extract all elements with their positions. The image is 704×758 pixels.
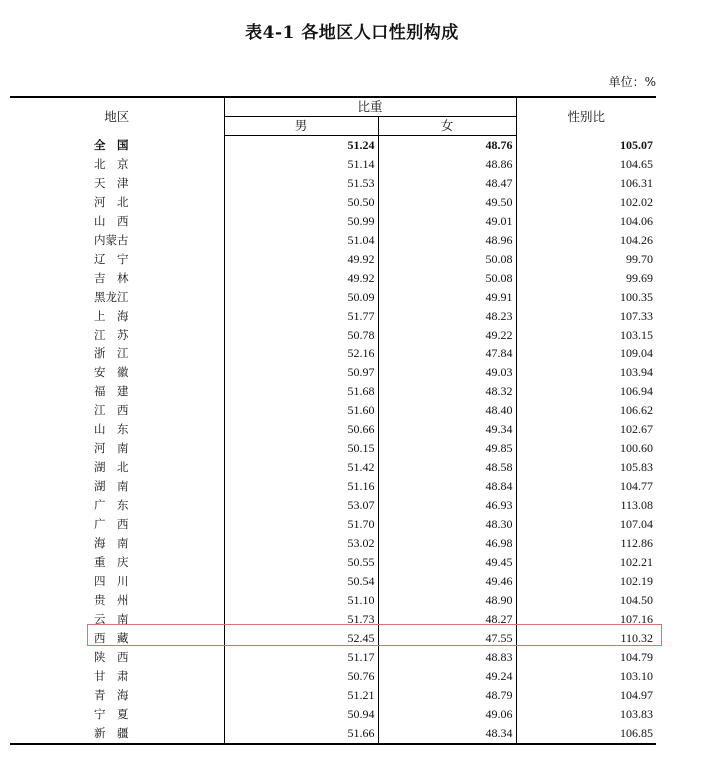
male-cell: 50.50 — [224, 193, 378, 212]
sex-ratio-cell: 104.97 — [516, 686, 656, 705]
male-cell: 51.70 — [224, 515, 378, 534]
header-female: 女 — [378, 117, 516, 136]
female-cell: 48.58 — [378, 458, 516, 477]
female-cell: 46.98 — [378, 534, 516, 553]
sex-ratio-cell: 107.33 — [516, 307, 656, 326]
region-cell: 浙 江 — [94, 346, 129, 361]
table-row — [10, 401, 656, 420]
female-cell: 49.03 — [378, 363, 516, 382]
sex-ratio-cell: 103.15 — [516, 326, 656, 345]
table-row — [10, 269, 656, 288]
sex-ratio-cell: 106.62 — [516, 401, 656, 420]
male-cell: 53.07 — [224, 496, 378, 515]
male-cell: 51.21 — [224, 686, 378, 705]
female-cell: 48.30 — [378, 515, 516, 534]
sex-ratio-cell: 103.10 — [516, 667, 656, 686]
region-cell: 天 津 — [94, 175, 129, 190]
male-cell: 50.66 — [224, 420, 378, 439]
female-cell: 49.34 — [378, 420, 516, 439]
male-cell: 49.92 — [224, 269, 378, 288]
region-cell: 黑龙江 — [94, 289, 129, 304]
female-cell: 47.84 — [378, 344, 516, 363]
table-row — [10, 344, 656, 363]
female-cell: 48.34 — [378, 724, 516, 744]
male-cell: 51.16 — [224, 477, 378, 496]
sex-ratio-cell: 106.94 — [516, 382, 656, 401]
region-cell: 山 西 — [94, 213, 129, 228]
male-cell: 50.76 — [224, 667, 378, 686]
header-region: 地区 — [10, 97, 224, 136]
female-cell: 49.24 — [378, 667, 516, 686]
sex-ratio-cell: 99.70 — [516, 250, 656, 269]
male-cell: 52.16 — [224, 344, 378, 363]
sex-ratio-cell: 104.77 — [516, 477, 656, 496]
unit-label: 单位：% — [608, 75, 656, 89]
female-cell: 49.01 — [378, 212, 516, 231]
female-cell: 48.84 — [378, 477, 516, 496]
female-cell: 48.79 — [378, 686, 516, 705]
region-cell: 福 建 — [94, 384, 129, 399]
region-cell: 内蒙古 — [94, 232, 129, 247]
sex-ratio-cell: 104.50 — [516, 591, 656, 610]
female-cell: 49.85 — [378, 439, 516, 458]
sex-ratio-cell: 107.04 — [516, 515, 656, 534]
female-cell: 48.32 — [378, 382, 516, 401]
female-cell: 48.96 — [378, 231, 516, 250]
male-cell: 51.60 — [224, 401, 378, 420]
male-cell: 51.14 — [224, 155, 378, 174]
region-cell: 湖 南 — [94, 479, 129, 494]
female-cell: 46.93 — [378, 496, 516, 515]
female-cell: 49.46 — [378, 572, 516, 591]
region-cell: 全 国 — [94, 137, 129, 152]
male-cell: 51.68 — [224, 382, 378, 401]
sex-ratio-cell: 106.31 — [516, 174, 656, 193]
region-cell: 重 庆 — [94, 554, 129, 569]
female-cell: 49.50 — [378, 193, 516, 212]
table-row — [10, 553, 656, 572]
sex-ratio-cell: 104.06 — [516, 212, 656, 231]
female-cell: 48.90 — [378, 591, 516, 610]
male-cell: 53.02 — [224, 534, 378, 553]
region-cell: 新 疆 — [10, 724, 224, 744]
table-row — [10, 572, 656, 591]
sex-ratio-cell: 112.86 — [516, 534, 656, 553]
table-row — [10, 326, 656, 345]
male-cell: 50.94 — [224, 705, 378, 724]
female-cell: 49.91 — [378, 288, 516, 307]
male-cell: 51.53 — [224, 174, 378, 193]
table-row — [10, 610, 656, 629]
sex-ratio-cell: 104.79 — [516, 648, 656, 667]
region-cell: 江 西 — [94, 403, 129, 418]
region-cell: 吉 林 — [94, 270, 129, 285]
header-sex-ratio: 性别比 — [516, 97, 656, 136]
male-cell: 51.66 — [224, 724, 378, 744]
region-cell: 甘 肃 — [94, 668, 129, 683]
sex-ratio-cell: 102.02 — [516, 193, 656, 212]
table-row — [10, 458, 656, 477]
sex-ratio-cell: 105.83 — [516, 458, 656, 477]
table-row — [10, 629, 656, 648]
male-cell: 51.77 — [224, 307, 378, 326]
female-cell: 49.45 — [378, 553, 516, 572]
region-cell: 湖 北 — [94, 460, 129, 475]
female-cell: 49.22 — [378, 326, 516, 345]
sex-ratio-cell: 100.35 — [516, 288, 656, 307]
table-row — [10, 231, 656, 250]
female-cell: 48.27 — [378, 610, 516, 629]
female-cell: 48.23 — [378, 307, 516, 326]
male-cell: 50.99 — [224, 212, 378, 231]
region-cell: 江 苏 — [94, 327, 129, 342]
male-cell: 51.24 — [224, 136, 378, 155]
male-cell: 51.04 — [224, 231, 378, 250]
sex-ratio-cell: 100.60 — [516, 439, 656, 458]
table-body — [10, 136, 656, 744]
region-cell: 西 藏 — [94, 630, 129, 645]
sex-composition-table — [10, 96, 656, 745]
female-cell: 48.40 — [378, 401, 516, 420]
table-row — [10, 363, 656, 382]
region-cell: 云 南 — [94, 611, 129, 626]
sex-ratio-cell: 107.16 — [516, 610, 656, 629]
sex-ratio-cell: 102.21 — [516, 553, 656, 572]
female-cell: 48.86 — [378, 155, 516, 174]
table-row — [10, 307, 656, 326]
table-row — [10, 515, 656, 534]
female-cell: 49.06 — [378, 705, 516, 724]
sex-ratio-cell: 113.08 — [516, 496, 656, 515]
female-cell: 48.76 — [378, 136, 516, 155]
region-cell: 辽 宁 — [94, 251, 129, 266]
male-cell: 50.09 — [224, 288, 378, 307]
table-row — [10, 534, 656, 553]
table-row — [10, 212, 656, 231]
sex-ratio-cell: 102.19 — [516, 572, 656, 591]
table-row — [10, 174, 656, 193]
female-cell: 48.83 — [378, 648, 516, 667]
table-row — [10, 591, 656, 610]
table-row — [10, 193, 656, 212]
male-cell: 51.10 — [224, 591, 378, 610]
table-row — [10, 250, 656, 269]
male-cell: 50.15 — [224, 439, 378, 458]
header-proportion: 比重 — [224, 97, 516, 117]
table-row — [10, 724, 656, 744]
male-cell: 50.78 — [224, 326, 378, 345]
region-cell: 广 东 — [94, 498, 129, 513]
table-row — [10, 288, 656, 307]
table-row — [10, 382, 656, 401]
table-row — [10, 648, 656, 667]
sex-ratio-cell: 110.32 — [516, 629, 656, 648]
female-cell: 48.47 — [378, 174, 516, 193]
region-cell: 青 海 — [94, 687, 129, 702]
male-cell: 50.55 — [224, 553, 378, 572]
male-cell: 49.92 — [224, 250, 378, 269]
male-cell: 51.42 — [224, 458, 378, 477]
male-cell: 50.97 — [224, 363, 378, 382]
sex-ratio-cell: 105.07 — [516, 136, 656, 155]
region-cell: 河 南 — [94, 441, 129, 456]
male-cell: 50.54 — [224, 572, 378, 591]
table-row — [10, 686, 656, 705]
region-cell: 上 海 — [94, 308, 129, 323]
sex-ratio-cell: 103.83 — [516, 705, 656, 724]
male-cell: 51.17 — [224, 648, 378, 667]
sex-ratio-cell: 109.04 — [516, 344, 656, 363]
table-row — [10, 705, 656, 724]
table-row — [10, 420, 656, 439]
region-cell: 贵 州 — [94, 592, 129, 607]
table-row — [10, 496, 656, 515]
male-cell: 52.45 — [224, 629, 378, 648]
male-cell: 51.73 — [224, 610, 378, 629]
sex-ratio-cell: 104.26 — [516, 231, 656, 250]
table-row — [10, 439, 656, 458]
region-cell: 宁 夏 — [94, 706, 129, 721]
region-cell: 海 南 — [94, 536, 129, 551]
female-cell: 47.55 — [378, 629, 516, 648]
region-cell: 陕 西 — [94, 649, 129, 664]
sex-ratio-cell: 103.94 — [516, 363, 656, 382]
region-cell: 安 徽 — [94, 365, 129, 380]
sex-ratio-cell: 102.67 — [516, 420, 656, 439]
header-male: 男 — [224, 117, 378, 136]
sex-ratio-cell: 106.85 — [516, 724, 656, 744]
female-cell: 50.08 — [378, 250, 516, 269]
page-title: 表4-1 各地区人口性别构成 — [245, 23, 459, 43]
sex-ratio-cell: 99.69 — [516, 269, 656, 288]
table-row — [10, 477, 656, 496]
region-cell: 河 北 — [94, 194, 129, 209]
region-cell: 山 东 — [94, 422, 129, 437]
table-row — [10, 136, 656, 155]
region-cell: 广 西 — [94, 517, 129, 532]
region-cell: 北 京 — [94, 156, 129, 171]
region-cell: 四 川 — [94, 573, 129, 588]
table-row — [10, 667, 656, 686]
table-row — [10, 155, 656, 174]
sex-ratio-cell: 104.65 — [516, 155, 656, 174]
female-cell: 50.08 — [378, 269, 516, 288]
